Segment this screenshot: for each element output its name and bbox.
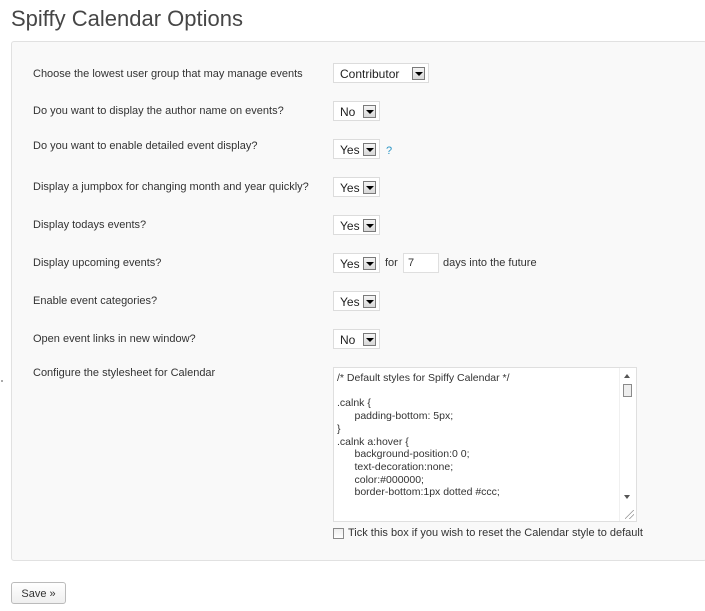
jumpbox-label: Display a jumpbox for changing month and year quickly? <box>33 181 309 193</box>
new-window-value: No <box>340 333 356 347</box>
for-label: for <box>385 257 398 269</box>
reset-style-label: Tick this box if you wish to reset the Calendar style to default <box>348 527 643 539</box>
scroll-down-icon[interactable] <box>624 495 630 499</box>
scroll-thumb[interactable] <box>623 384 632 397</box>
user-group-label: Choose the lowest user group that may manage events <box>33 68 303 80</box>
save-button[interactable]: Save » <box>11 582 66 604</box>
chevron-down-icon <box>363 295 376 308</box>
stylesheet-label: Configure the stylesheet for Calendar <box>33 367 216 379</box>
jumpbox-value: Yes <box>340 181 360 195</box>
author-name-value: No <box>340 105 356 119</box>
edge-mark <box>1 380 3 382</box>
chevron-down-icon <box>363 333 376 346</box>
chevron-down-icon <box>363 181 376 194</box>
reset-style-checkbox[interactable] <box>333 528 344 539</box>
days-input[interactable]: 7 <box>403 253 439 273</box>
scroll-up-icon[interactable] <box>624 374 630 378</box>
todays-events-label: Display todays events? <box>33 219 147 231</box>
todays-events-select[interactable] <box>333 215 380 235</box>
new-window-select[interactable] <box>333 329 380 349</box>
upcoming-events-label: Display upcoming events? <box>33 257 162 269</box>
detailed-display-label: Do you want to enable detailed event display? <box>33 140 258 152</box>
stylesheet-textarea[interactable] <box>333 367 637 522</box>
page-title: Spiffy Calendar Options <box>11 6 243 31</box>
stylesheet-content: /* Default styles for Spiffy Calendar */ .calnk { padding-bottom: 5px; } .calnk a:hover { background-position:0 0; text-decoration:none; color:#000000; border-bottom:1px dotted #ccc; <box>337 372 510 499</box>
help-link[interactable]: ? <box>386 145 393 157</box>
days-suffix-label: days into the future <box>443 257 537 269</box>
chevron-down-icon <box>412 67 425 80</box>
detailed-display-value: Yes <box>340 143 360 157</box>
chevron-down-icon <box>363 219 376 232</box>
new-window-label: Open event links in new window? <box>33 333 196 345</box>
author-name-select[interactable] <box>333 101 380 121</box>
user-group-select[interactable] <box>333 63 429 83</box>
author-name-label: Do you want to display the author name on events? <box>33 105 284 117</box>
upcoming-events-value: Yes <box>340 257 360 271</box>
user-group-value: Contributor <box>340 67 400 81</box>
chevron-down-icon <box>363 257 376 270</box>
resize-grip-icon[interactable] <box>625 510 634 519</box>
textarea-scrollbar[interactable] <box>619 368 636 521</box>
jumpbox-select[interactable] <box>333 177 380 197</box>
upcoming-events-select[interactable] <box>333 253 380 273</box>
categories-select[interactable] <box>333 291 380 311</box>
categories-label: Enable event categories? <box>33 295 158 307</box>
todays-events-value: Yes <box>340 219 360 233</box>
chevron-down-icon <box>363 105 376 118</box>
categories-value: Yes <box>340 295 360 309</box>
chevron-down-icon <box>363 143 376 156</box>
detailed-display-select[interactable] <box>333 139 380 159</box>
